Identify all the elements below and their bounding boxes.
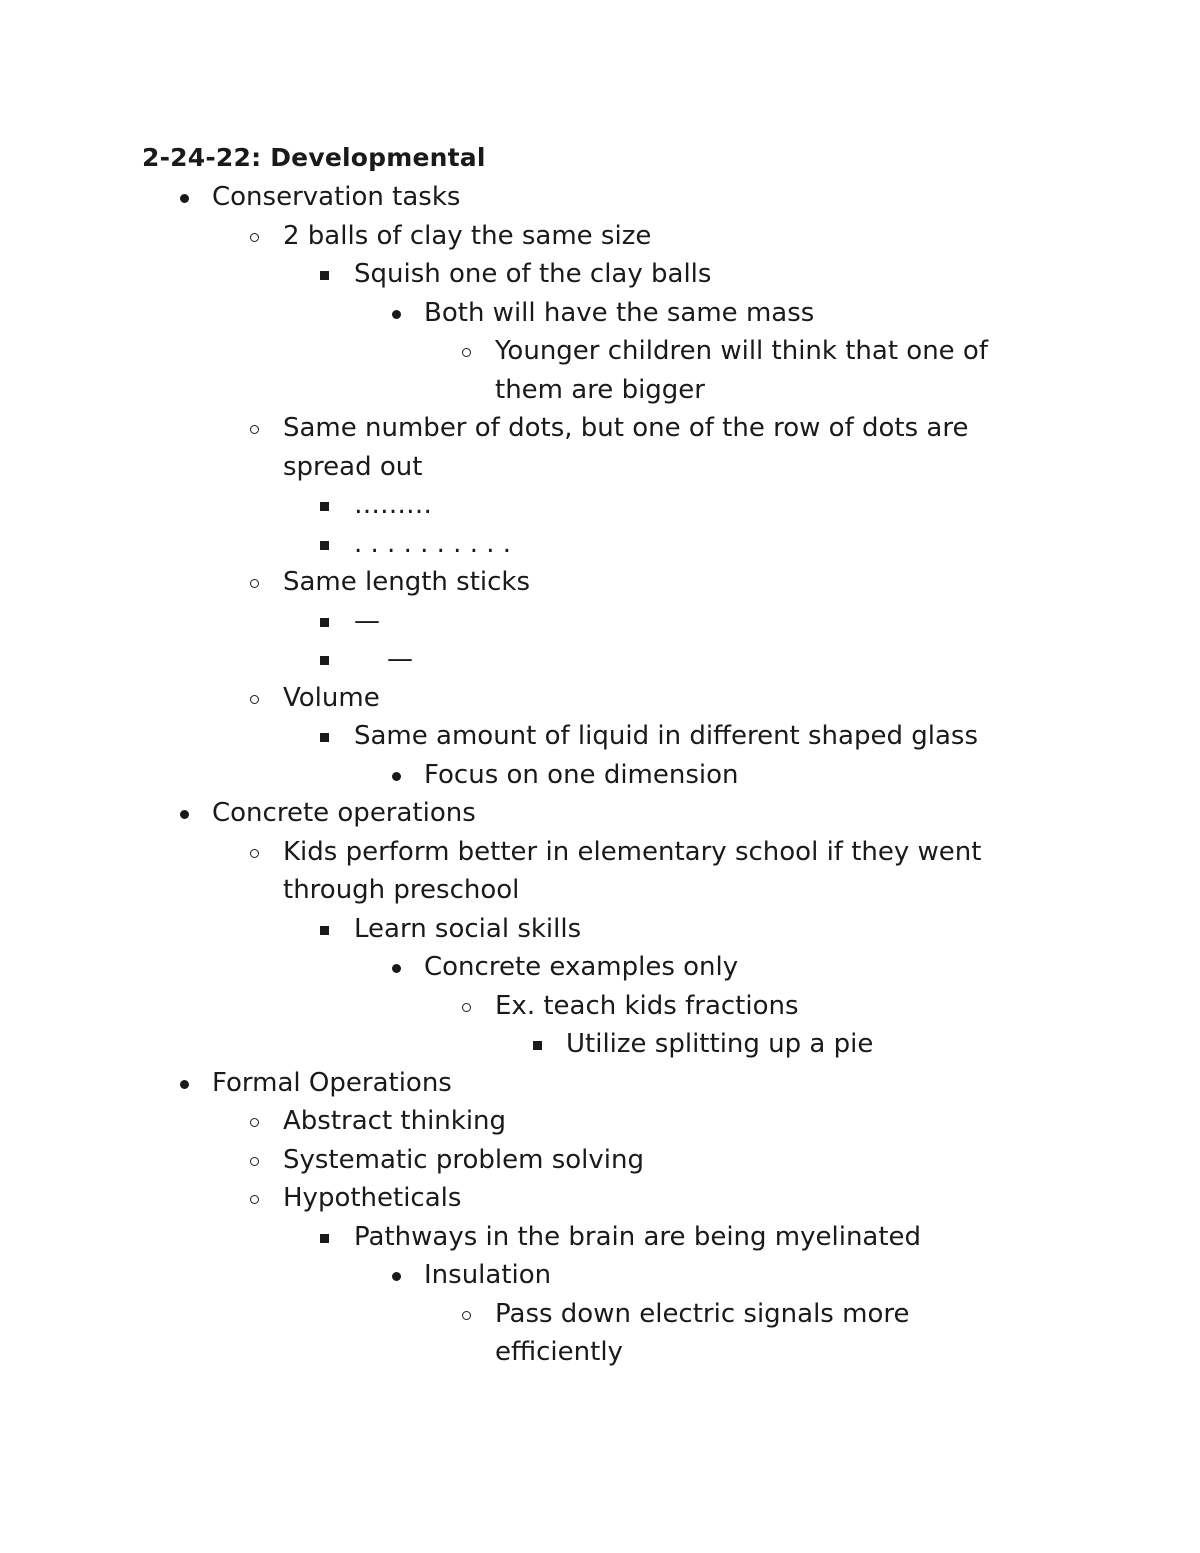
list-item-text: Ex. teach kids fractions [495,991,799,1021]
list-item-text: Both will have the same mass [424,298,815,328]
list-item-text: Systematic problem solving [283,1145,644,1175]
list-item-text: ……… [354,490,432,520]
list-item-text: 2 balls of clay the same size [283,221,652,251]
list-item-text: Kids perform better in elementary school if they went [283,837,982,867]
list-item-text: Abstract thinking [283,1106,507,1136]
list-item-text: Insulation [424,1260,552,1290]
list-item-text: Volume [283,683,380,713]
list-item-text: Same amount of liquid in different shaped glass [354,721,978,751]
list-item-text: Focus on one dimension [424,760,739,790]
list-item-text: Same number of dots, but one of the row of dots are [283,413,969,443]
list-item-text: Concrete examples only [424,952,739,982]
list-item-text: Squish one of the clay balls [354,259,712,289]
list-item-text: spread out [283,452,423,482]
list-item-text: Hypotheticals [283,1183,462,1213]
list-item-text: — [354,644,414,674]
list-item-text: Younger children will think that one of [495,336,988,366]
list-item-text: — [354,606,380,636]
list-item-text: Utilize splitting up a pie [566,1029,874,1059]
list-item-text: Pass down electric signals more [495,1299,910,1329]
list-item-text: Same length sticks [283,567,531,597]
list-item-text: Formal Operations [212,1068,452,1098]
list-item-text: Learn social skills [354,914,582,944]
list-item-text: efficiently [495,1337,623,1367]
document-title: 2-24-22: Developmental [142,143,486,172]
list-item-text: . . . . . . . . . . [354,529,512,559]
list-item-text: Pathways in the brain are being myelinated [354,1222,922,1252]
list-item-text: Concrete operations [212,798,476,828]
list-item-text: through preschool [283,875,520,905]
list-item-text: them are bigger [495,375,705,405]
list-item-text: Conservation tasks [212,182,461,212]
